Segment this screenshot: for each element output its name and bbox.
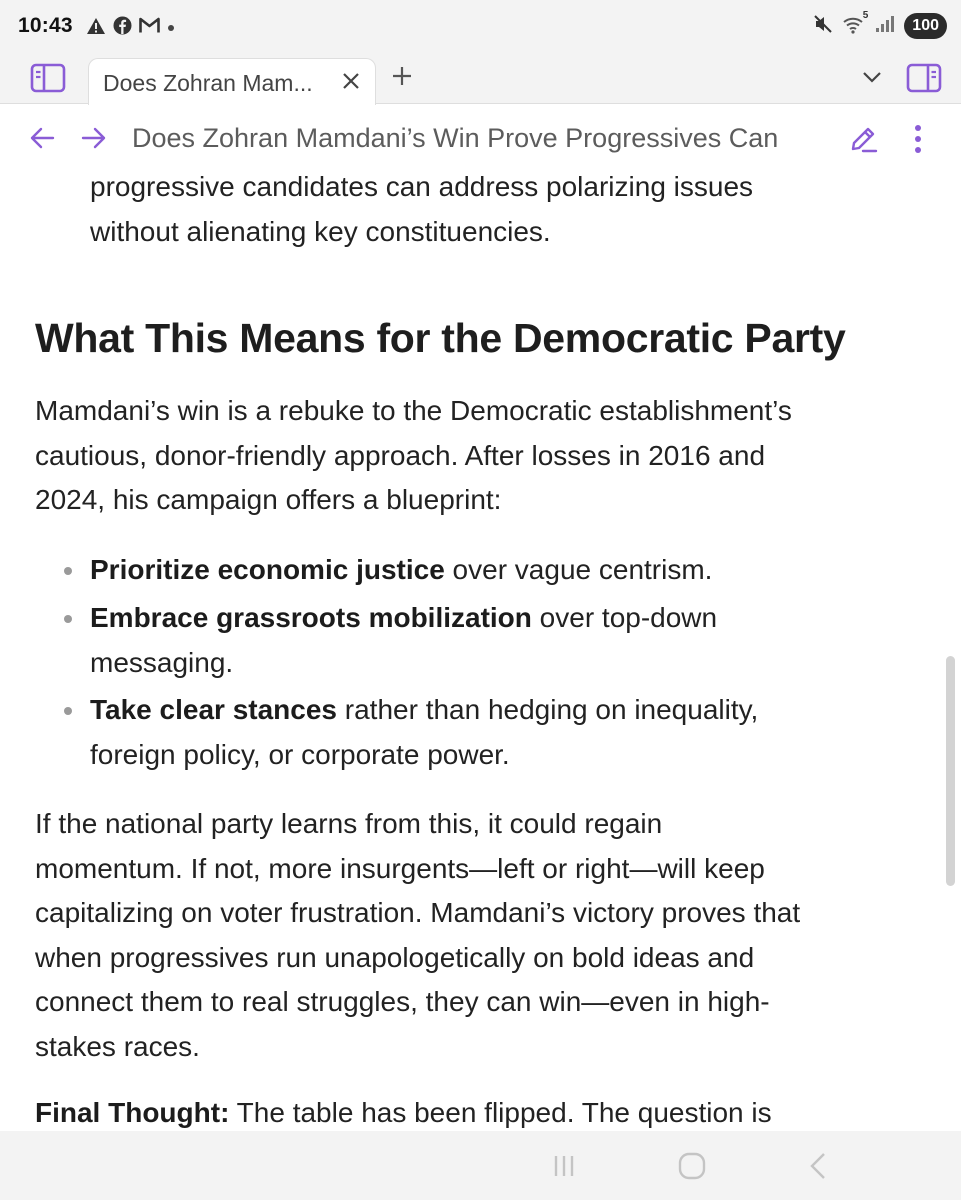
mute-icon bbox=[813, 14, 833, 39]
bullet-dot bbox=[64, 615, 72, 623]
paragraph-2 bbox=[35, 802, 925, 1069]
facebook-icon bbox=[113, 16, 132, 40]
home-icon[interactable] bbox=[677, 1151, 707, 1186]
bullet-dot bbox=[64, 707, 72, 715]
system-back-icon[interactable] bbox=[806, 1151, 830, 1186]
intro-line-2: without alienating key constituencies. bbox=[90, 215, 551, 247]
paragraph-2-line: stakes races. bbox=[35, 1030, 200, 1062]
system-icons bbox=[813, 9, 947, 39]
more-vertical-icon[interactable] bbox=[906, 123, 930, 160]
notification-icons bbox=[86, 16, 175, 40]
paragraph-1-line-2: cautious, donor-friendly approach. After losses in 2016 and bbox=[35, 439, 766, 471]
tab-bar bbox=[0, 56, 961, 104]
paragraph-1-line-3: 2024, his campaign offers a blueprint: bbox=[35, 484, 502, 515]
bullet-dot bbox=[64, 567, 72, 575]
tab-title: Does Zohran Mam... bbox=[103, 70, 313, 96]
paragraph-2-line: when progressives run unapologetically on bold ideas and bbox=[35, 941, 755, 973]
page-title: Does Zohran Mamdani’s Win Prove Progressives Can bbox=[132, 123, 779, 153]
scrollbar[interactable] bbox=[946, 656, 955, 886]
list-item bbox=[64, 688, 884, 777]
list-item-rest: over top-down bbox=[531, 602, 718, 633]
final-thought-text: The table has been flipped. The question is bbox=[229, 1097, 772, 1128]
list-item-text bbox=[64, 596, 884, 641]
paragraph-1-line-1: Mamdani’s win is a rebuke to the Democratic establishment’s bbox=[35, 395, 792, 426]
section-heading: What This Means for the Democratic Party bbox=[35, 315, 846, 361]
dot-icon bbox=[167, 19, 175, 37]
paragraph-2-line: capitalizing on voter frustration. Mamdani’s victory proves that bbox=[35, 897, 801, 928]
close-icon[interactable] bbox=[341, 71, 361, 96]
gmail-icon bbox=[139, 17, 160, 39]
list-item-text bbox=[64, 688, 884, 733]
plus-icon[interactable] bbox=[390, 64, 414, 93]
paragraph-2-line: If the national party learns from this, it could regain bbox=[35, 808, 663, 839]
final-thought-label: Final Thought: bbox=[35, 1097, 230, 1128]
paragraph-1 bbox=[35, 389, 925, 523]
arrow-right-icon[interactable] bbox=[80, 124, 108, 157]
list-item bbox=[64, 596, 884, 685]
warning-icon bbox=[86, 17, 106, 40]
list-item-rest: over vague centrism. bbox=[444, 554, 713, 585]
status-time: 10:43 bbox=[18, 14, 73, 37]
signal-icon bbox=[875, 15, 895, 38]
chevron-down-icon[interactable] bbox=[860, 67, 884, 92]
recents-icon[interactable] bbox=[550, 1152, 578, 1185]
paragraph-2-line: momentum. If not, more insurgents—left or right—will keep bbox=[35, 852, 765, 884]
tab-active[interactable] bbox=[88, 58, 376, 105]
list-item-text bbox=[64, 548, 884, 593]
left-sidebar-icon[interactable] bbox=[30, 63, 66, 98]
intro-paragraph bbox=[90, 173, 961, 254]
nav-bar bbox=[0, 105, 961, 173]
article-content bbox=[0, 173, 961, 1131]
list-item-rest: rather than hedging on inequality, bbox=[336, 694, 759, 725]
list-item-bold: Embrace grassroots mobilization bbox=[90, 602, 532, 633]
list-item-bold: Take clear stances bbox=[90, 694, 337, 725]
right-sidebar-icon[interactable] bbox=[906, 63, 942, 98]
battery-indicator: 100 bbox=[904, 13, 947, 39]
system-navigation-bar bbox=[0, 1131, 961, 1200]
list-item bbox=[64, 548, 884, 593]
wifi-icon bbox=[842, 9, 869, 39]
arrow-left-icon[interactable] bbox=[28, 124, 56, 157]
wifi-badge: 5 bbox=[862, 9, 869, 21]
intro-line-1: progressive candidates can address polarizing issues bbox=[90, 173, 754, 202]
pencil-icon[interactable] bbox=[847, 123, 879, 160]
list-item-continuation: messaging. bbox=[90, 646, 234, 678]
list-item-bold: Prioritize economic justice bbox=[90, 554, 445, 585]
list-item-continuation: foreign policy, or corporate power. bbox=[90, 738, 510, 770]
status-bar bbox=[0, 0, 961, 56]
paragraph-2-line: connect them to real struggles, they can win—even in high- bbox=[35, 986, 770, 1017]
final-thought bbox=[35, 1091, 925, 1131]
